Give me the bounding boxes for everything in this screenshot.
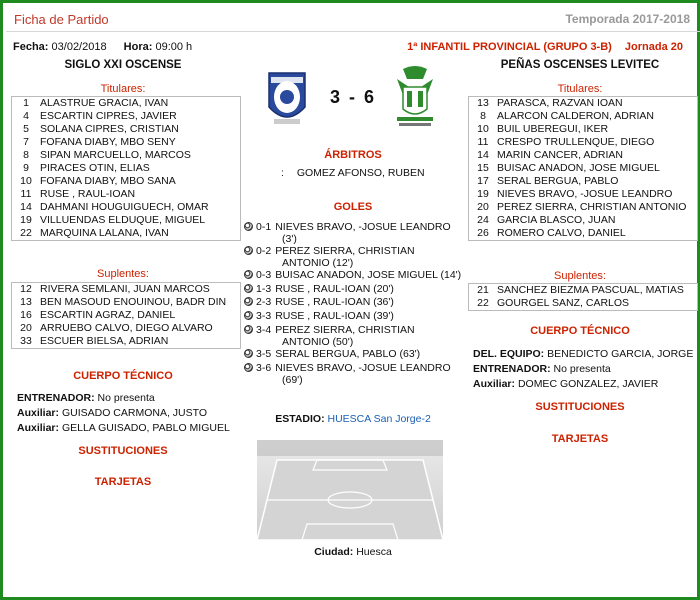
player-row[interactable] bbox=[12, 335, 240, 348]
player-number: 17 bbox=[477, 175, 489, 187]
staff-role: Auxiliar: bbox=[17, 422, 60, 434]
away-staff-coach bbox=[473, 363, 611, 375]
goal-scorer: RUSE , RAUL-IOAN (39') bbox=[275, 310, 394, 322]
player-row[interactable] bbox=[12, 214, 240, 227]
player-number: 7 bbox=[23, 136, 29, 148]
player-row[interactable] bbox=[12, 296, 240, 309]
goal-scorer-continued: (69') bbox=[282, 374, 303, 386]
player-number: 15 bbox=[477, 162, 489, 174]
player-row[interactable] bbox=[12, 162, 240, 175]
player-name: FOFANA DIABY, MBO SANA bbox=[40, 175, 176, 187]
home-staff-assistant-1 bbox=[17, 407, 207, 419]
player-row[interactable] bbox=[469, 123, 697, 136]
player-row[interactable] bbox=[469, 175, 697, 188]
player-name: ESCARTIN AGRAZ, DANIEL bbox=[40, 309, 176, 321]
soccer-ball-icon bbox=[244, 222, 253, 231]
date-label: Fecha: bbox=[13, 41, 49, 53]
stadium-info bbox=[243, 413, 463, 425]
goal-entry bbox=[244, 310, 469, 322]
player-name: PIRACES OTIN, ELIAS bbox=[40, 162, 150, 174]
player-row[interactable] bbox=[12, 97, 240, 110]
home-starters-heading: Titulares: bbox=[100, 83, 146, 95]
player-number: 1 bbox=[23, 97, 29, 109]
player-name: ALARCON CALDERON, ADRIAN bbox=[497, 110, 654, 122]
player-row[interactable] bbox=[12, 309, 240, 322]
player-row[interactable] bbox=[469, 214, 697, 227]
player-row[interactable] bbox=[469, 136, 697, 149]
home-staff-assistant-2 bbox=[17, 422, 230, 434]
match-datetime bbox=[13, 41, 192, 53]
goal-scorer: BUISAC ANADON, JOSE MIGUEL (14') bbox=[275, 269, 462, 281]
staff-role: DEL. EQUIPO: bbox=[473, 348, 545, 360]
player-number: 20 bbox=[20, 322, 32, 334]
away-staff-assistant bbox=[473, 378, 658, 390]
competition-info bbox=[407, 41, 683, 53]
player-name: DAHMANI HOUGUIGUECH, OMAR bbox=[40, 201, 209, 213]
player-name: BUIL UBEREGUI, IKER bbox=[497, 123, 609, 135]
goal-scorer: RUSE , RAUL-IOAN (20') bbox=[275, 283, 394, 295]
away-staff-delegate bbox=[473, 348, 693, 360]
home-staff-heading: CUERPO TÉCNICO bbox=[73, 370, 173, 382]
goal-scorer: SERAL BERGUA, PABLO (63') bbox=[275, 348, 421, 360]
goal-scorer: NIEVES BRAVO, -JOSUE LEANDRO bbox=[275, 362, 451, 374]
stadium-link[interactable]: HUESCA San Jorge-2 bbox=[327, 413, 431, 425]
away-substitutions-heading: SUSTITUCIONES bbox=[535, 401, 625, 413]
player-row[interactable] bbox=[469, 97, 697, 110]
player-name: BUISAC ANADON, JOSE MIGUEL bbox=[497, 162, 660, 174]
goal-entry bbox=[244, 348, 469, 360]
player-number: 20 bbox=[477, 201, 489, 213]
player-name: ESCUER BIELSA, ADRIAN bbox=[40, 335, 169, 347]
player-row[interactable] bbox=[469, 227, 697, 240]
date-value: 03/02/2018 bbox=[51, 41, 107, 53]
player-name: FOFANA DIABY, MBO SENY bbox=[40, 136, 176, 148]
goal-score: 3-6 bbox=[256, 362, 272, 374]
player-number: 24 bbox=[477, 214, 489, 226]
player-name: NIEVES BRAVO, -JOSUE LEANDRO bbox=[497, 188, 673, 200]
player-name: RIVERA SEMLANI, JUAN MARCOS bbox=[40, 283, 210, 295]
player-name: PEREZ SIERRA, CHRISTIAN ANTONIO bbox=[497, 201, 687, 213]
goal-entry bbox=[244, 221, 469, 245]
away-starters-heading: Titulares: bbox=[557, 83, 603, 95]
time-label: Hora: bbox=[123, 41, 153, 53]
player-number: 10 bbox=[20, 175, 32, 187]
staff-role: ENTRENADOR: bbox=[473, 363, 551, 375]
goal-score: 3-5 bbox=[256, 348, 272, 360]
goal-entry bbox=[244, 324, 469, 348]
soccer-ball-icon bbox=[244, 297, 253, 306]
home-substitutions-heading: SUSTITUCIONES bbox=[78, 445, 168, 457]
staff-role: ENTRENADOR: bbox=[17, 392, 95, 404]
away-starters-list bbox=[468, 96, 698, 241]
player-name: ROMERO CALVO, DANIEL bbox=[497, 227, 626, 239]
goal-entry bbox=[244, 362, 469, 386]
staff-name: No presenta bbox=[553, 363, 611, 375]
soccer-ball-icon bbox=[244, 246, 253, 255]
player-number: 8 bbox=[23, 149, 29, 161]
player-row[interactable] bbox=[469, 284, 697, 297]
player-number: 16 bbox=[20, 309, 32, 321]
player-row[interactable] bbox=[469, 188, 697, 201]
round-label: Jornada 20 bbox=[624, 41, 683, 53]
staff-name: GUISADO CARMONA, JUSTO bbox=[61, 407, 208, 419]
player-name: BEN MASOUD ENOUINOU, BADR DIN bbox=[40, 296, 227, 308]
player-number: 11 bbox=[20, 188, 32, 200]
player-row[interactable] bbox=[469, 297, 697, 310]
player-number: 9 bbox=[23, 162, 29, 174]
player-row[interactable] bbox=[12, 123, 240, 136]
player-number: 19 bbox=[20, 214, 32, 226]
goal-scorer: NIEVES BRAVO, -JOSUE LEANDRO bbox=[275, 221, 451, 233]
home-cards-heading: TARJETAS bbox=[94, 476, 152, 488]
goal-score: 1-3 bbox=[256, 283, 272, 295]
staff-role: Auxiliar: bbox=[17, 407, 60, 419]
goal-scorer-continued: (3') bbox=[282, 233, 297, 245]
goal-scorer: PEREZ SIERRA, CHRISTIAN bbox=[275, 245, 415, 257]
player-number: 14 bbox=[20, 201, 32, 213]
player-number: 19 bbox=[477, 188, 489, 200]
player-name: ESCARTIN CIPRES, JAVIER bbox=[40, 110, 177, 122]
goal-score: 3-3 bbox=[256, 310, 272, 322]
player-number: 4 bbox=[23, 110, 29, 122]
soccer-ball-icon bbox=[244, 284, 253, 293]
player-row[interactable] bbox=[469, 162, 697, 175]
player-number: 13 bbox=[20, 296, 32, 308]
player-row[interactable] bbox=[12, 322, 240, 335]
soccer-ball-icon bbox=[244, 363, 253, 372]
away-team-name: PEÑAS OSCENSES LEVITEC bbox=[500, 59, 660, 71]
goal-score: 0-1 bbox=[256, 221, 272, 233]
player-name: SANCHEZ BIEZMA PASCUAL, MATIAS bbox=[497, 284, 684, 296]
home-team-name: SIGLO XXI OSCENSE bbox=[64, 59, 182, 71]
goal-score: 2-3 bbox=[256, 296, 272, 308]
city-name: Huesca bbox=[356, 546, 392, 558]
player-row[interactable] bbox=[469, 110, 697, 123]
stadium-label: ESTADIO: bbox=[275, 413, 325, 425]
player-row[interactable] bbox=[12, 227, 240, 240]
player-name: GOURGEL SANZ, CARLOS bbox=[497, 297, 630, 309]
referee-name: GOMEZ AFONSO, RUBEN bbox=[296, 167, 425, 179]
player-number: 14 bbox=[477, 149, 489, 161]
player-row[interactable] bbox=[12, 188, 240, 201]
player-number: 13 bbox=[477, 97, 489, 109]
city-label: Ciudad: bbox=[314, 546, 354, 558]
player-number: 5 bbox=[23, 123, 29, 135]
player-name: PARASCA, RAZVAN IOAN bbox=[497, 97, 623, 109]
home-staff-coach bbox=[17, 392, 155, 404]
staff-role: Auxiliar: bbox=[473, 378, 516, 390]
goal-score: 0-3 bbox=[256, 269, 272, 281]
player-number: 11 bbox=[477, 136, 489, 148]
player-name: SERAL BERGUA, PABLO bbox=[497, 175, 619, 187]
goal-scorer: PEREZ SIERRA, CHRISTIAN bbox=[275, 324, 415, 336]
player-name: CRESPO TRULLENQUE, DIEGO bbox=[497, 136, 655, 148]
city-info bbox=[243, 546, 463, 558]
home-subs-list bbox=[11, 282, 241, 349]
referee-entry bbox=[281, 167, 425, 179]
player-name: VILLUENDAS ELDUQUE, MIGUEL bbox=[40, 214, 206, 226]
goal-entry bbox=[244, 269, 469, 281]
away-subs-list bbox=[468, 283, 698, 311]
goal-scorer-continued: ANTONIO (50') bbox=[282, 336, 354, 348]
page-title: Ficha de Partido bbox=[14, 12, 109, 27]
player-row[interactable] bbox=[469, 201, 697, 214]
goal-scorer-continued: ANTONIO (12') bbox=[282, 257, 354, 269]
player-number: 26 bbox=[477, 227, 489, 239]
player-name: SOLANA CIPRES, CRISTIAN bbox=[40, 123, 179, 135]
home-starters-list bbox=[11, 96, 241, 241]
player-number: 33 bbox=[20, 335, 32, 347]
away-subs-heading: Suplentes: bbox=[554, 270, 606, 282]
player-name: MARQUINA LALANA, IVAN bbox=[40, 227, 169, 239]
goal-entry bbox=[244, 296, 469, 308]
player-name: ARRUEBO CALVO, DIEGO ALVARO bbox=[40, 322, 213, 334]
final-score: 3 - 6 bbox=[329, 87, 377, 107]
goal-score: 0-2 bbox=[256, 245, 272, 257]
player-row[interactable] bbox=[12, 283, 240, 296]
away-crest-icon bbox=[393, 65, 437, 129]
time-value: 09:00 h bbox=[155, 41, 193, 53]
title-bar bbox=[6, 6, 700, 32]
player-row[interactable] bbox=[12, 110, 240, 123]
home-subs-heading: Suplentes: bbox=[97, 268, 149, 280]
goal-scorer: RUSE , RAUL-IOAN (36') bbox=[275, 296, 394, 308]
goals-heading: GOLES bbox=[333, 201, 373, 213]
player-number: 10 bbox=[477, 123, 489, 135]
player-row[interactable] bbox=[12, 201, 240, 214]
season-label: Temporada 2017-2018 bbox=[565, 12, 690, 26]
soccer-ball-icon bbox=[244, 325, 253, 334]
player-number: 21 bbox=[477, 284, 489, 296]
player-number: 22 bbox=[20, 227, 32, 239]
player-row[interactable] bbox=[12, 136, 240, 149]
goal-entry bbox=[244, 245, 469, 269]
referees-heading: ÁRBITROS bbox=[324, 149, 382, 161]
player-name: GARCIA BLASCO, JUAN bbox=[497, 214, 616, 226]
soccer-ball-icon bbox=[244, 270, 253, 279]
player-row[interactable] bbox=[12, 175, 240, 188]
goal-entry bbox=[244, 283, 469, 295]
competition-name[interactable]: 1ª INFANTIL PROVINCIAL (GRUPO 3-B) bbox=[407, 41, 612, 53]
player-name: MARIN CANCER, ADRIAN bbox=[497, 149, 624, 161]
player-number: 8 bbox=[480, 110, 486, 122]
player-row[interactable] bbox=[12, 149, 240, 162]
soccer-ball-icon bbox=[244, 311, 253, 320]
player-row[interactable] bbox=[469, 149, 697, 162]
soccer-ball-icon bbox=[244, 349, 253, 358]
player-name: SIPAN MARCUELLO, MARCOS bbox=[40, 149, 191, 161]
referee-colon: : bbox=[281, 167, 284, 179]
player-number: 22 bbox=[477, 297, 489, 309]
staff-name: DOMEC GONZALEZ, JAVIER bbox=[517, 378, 659, 390]
away-cards-heading: TARJETAS bbox=[551, 433, 609, 445]
player-name: RUSE , RAUL-IOAN bbox=[40, 188, 136, 200]
staff-name: GELLA GUISADO, PABLO MIGUEL bbox=[61, 422, 230, 434]
staff-name: No presenta bbox=[97, 392, 155, 404]
stadium-photo bbox=[257, 440, 443, 540]
player-number: 12 bbox=[20, 283, 32, 295]
away-staff-heading: CUERPO TÉCNICO bbox=[530, 325, 630, 337]
field-image-icon bbox=[257, 440, 443, 540]
player-name: ALASTRUE GRACIA, IVAN bbox=[40, 97, 169, 109]
goal-score: 3-4 bbox=[256, 324, 272, 336]
staff-name: BENEDICTO GARCIA, JORGE bbox=[547, 348, 694, 360]
